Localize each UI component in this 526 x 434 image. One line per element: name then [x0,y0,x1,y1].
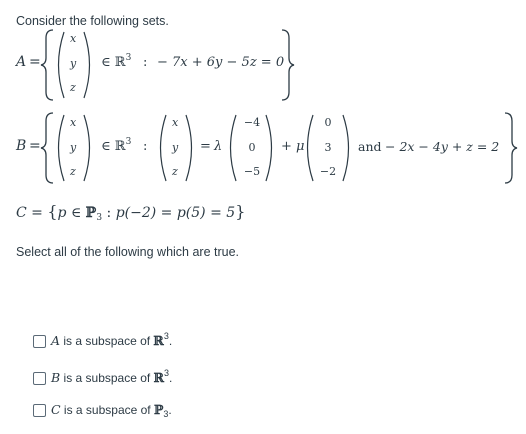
set-b-and: and [358,139,382,154]
set-b-plus-mu: + μ [281,139,305,154]
set-a-vec-z: z [70,81,76,94]
instruction-text: Select all of the following which are true. [16,245,240,259]
set-b-vector-right-paren [84,115,90,181]
set-b-vec-y: y [70,141,77,154]
option-a-checkbox[interactable] [33,335,46,348]
set-a-condition: − 7x + 6y − 5z = 0 [157,55,285,70]
set-b-v2-1: 0 [324,116,332,129]
set-b-right-brace [505,113,517,183]
set-b-lhs-z: z [172,165,178,178]
set-b-lambda: λ [214,139,223,154]
set-a-in-r3: ∈ ℝ$^3$ [101,53,132,70]
set-b-v1-1: −4 [243,116,261,129]
set-a-vec-x: x [70,32,77,45]
set-a-colon: : [143,55,148,70]
set-b-v1-2: 0 [248,141,256,154]
set-b-equals: = [29,138,41,154]
set-b-name: B [16,138,27,154]
set-a-name: A [16,54,27,70]
set-b-vector-left-paren [59,115,65,181]
set-b-lhs-y: y [172,141,179,154]
set-b-v1-left-paren [231,115,237,181]
set-b-v2-3: −2 [319,165,337,178]
set-c-line: C = {p ∈ ℙ$_3$ : p(−2) = p(5) = 5} [16,202,246,223]
set-a-vec-y: y [70,57,77,70]
set-b-vec-z: z [70,165,76,178]
set-b-vec-equals: = [200,139,211,154]
set-b-in-r3: ∈ ℝ$^3$ [101,137,132,154]
set-a-equals: = [29,54,41,70]
set-b-v2-right-paren [343,115,349,181]
option-b-label[interactable]: B is a subspace of ℝ$^3$. [51,368,173,385]
intro-text: Consider the following sets. [16,14,169,28]
set-b-lhs-right-paren [186,115,192,181]
set-b-condition: − 2x − 4y + z = 2 [385,139,500,154]
set-b-v1-3: −5 [243,165,261,178]
option-c-checkbox[interactable] [33,404,46,417]
set-b-v1-right-paren [266,115,272,181]
set-b-lhs-left-paren [161,115,167,181]
set-b-v2-2: 3 [324,141,332,154]
set-b-lhs-x: x [172,116,179,129]
set-b-v2-left-paren [308,115,314,181]
set-b-colon: : [143,139,148,154]
option-a-label[interactable]: A is a subspace of ℝ$^3$. [51,331,173,348]
option-c-label[interactable]: C is a subspace of ℙ$_3$. [51,402,172,419]
option-b-checkbox[interactable] [33,372,46,385]
set-b-vec-x: x [70,116,77,129]
set-b-left-brace [41,113,53,183]
